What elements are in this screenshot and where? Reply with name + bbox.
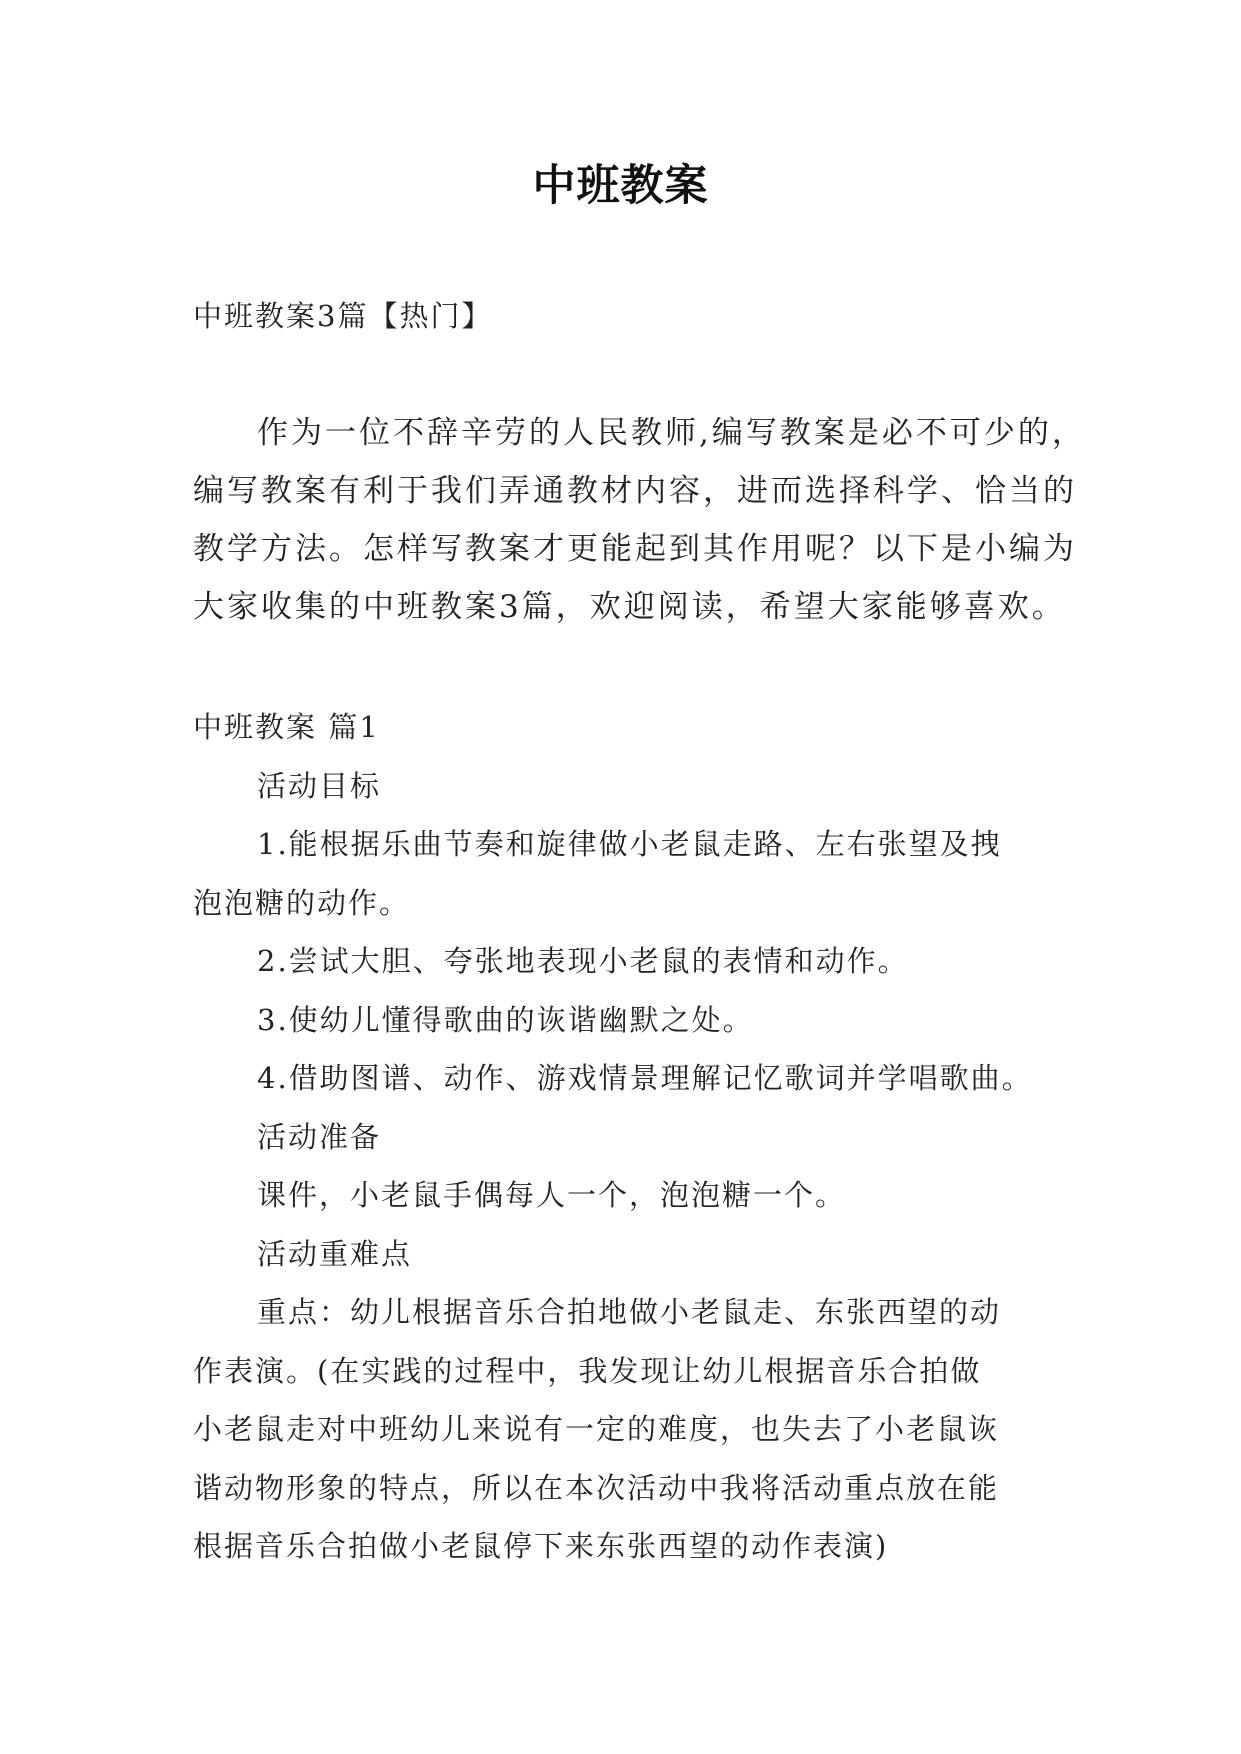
goal-item-1: 1.能根据乐曲节奏和旋律做小老鼠走路、左右张望及拽 [257,827,1002,861]
intro-paragraph [193,404,1086,636]
prep-heading: 活动准备 [257,1119,382,1154]
focus-line: 谐动物形象的特点，所以在本次活动中我将活动重点放在能 [193,1470,1000,1505]
document-subtitle: 中班教案3篇【热门】 [193,299,493,333]
focus-line: 小老鼠走对中班幼儿来说有一定的难度，也失去了小老鼠诙 [193,1412,1000,1446]
focus-line: 根据音乐合拍做小老鼠停下来东张西望的动作表演) [193,1529,889,1563]
goal-item-3: 3.使幼儿懂得歌曲的诙谐幽默之处。 [257,1002,754,1037]
focus-heading: 活动重难点 [257,1236,413,1271]
goals-heading: 活动目标 [257,768,382,803]
goal-item-1-continued: 泡泡糖的动作。 [193,885,411,920]
intro-line: 作为一位不辞辛劳的人民教师,编写教案是必不可少的， [257,415,1086,451]
focus-line: 重点：幼儿根据音乐合拍地做小老鼠走、东张西望的动 [257,1295,1002,1329]
document-title: 中班教案 [532,161,709,211]
article-heading: 中班教案 篇1 [193,710,380,744]
article-section [193,698,1073,1576]
intro-line: 教学方法。怎样写教案才更能起到其作用呢？以下是小编为 [193,531,1077,567]
intro-line: 编写教案有利于我们弄通教材内容，进而选择科学、恰当的 [193,473,1077,509]
goal-item-4: 4.借助图谱、动作、游戏情景理解记忆歌词并学唱歌曲。 [257,1061,1033,1095]
intro-line: 大家收集的中班教案3篇，欢迎阅读，希望大家能够喜欢。 [193,589,1066,625]
prep-text: 课件，小老鼠手偶每人一个，泡泡糖一个。 [257,1178,847,1212]
focus-line: 作表演。(在实践的过程中，我发现让幼儿根据音乐合拍做 [193,1353,982,1388]
goal-item-2: 2.尝试大胆、夸张地表现小老鼠的表情和动作。 [257,944,909,978]
